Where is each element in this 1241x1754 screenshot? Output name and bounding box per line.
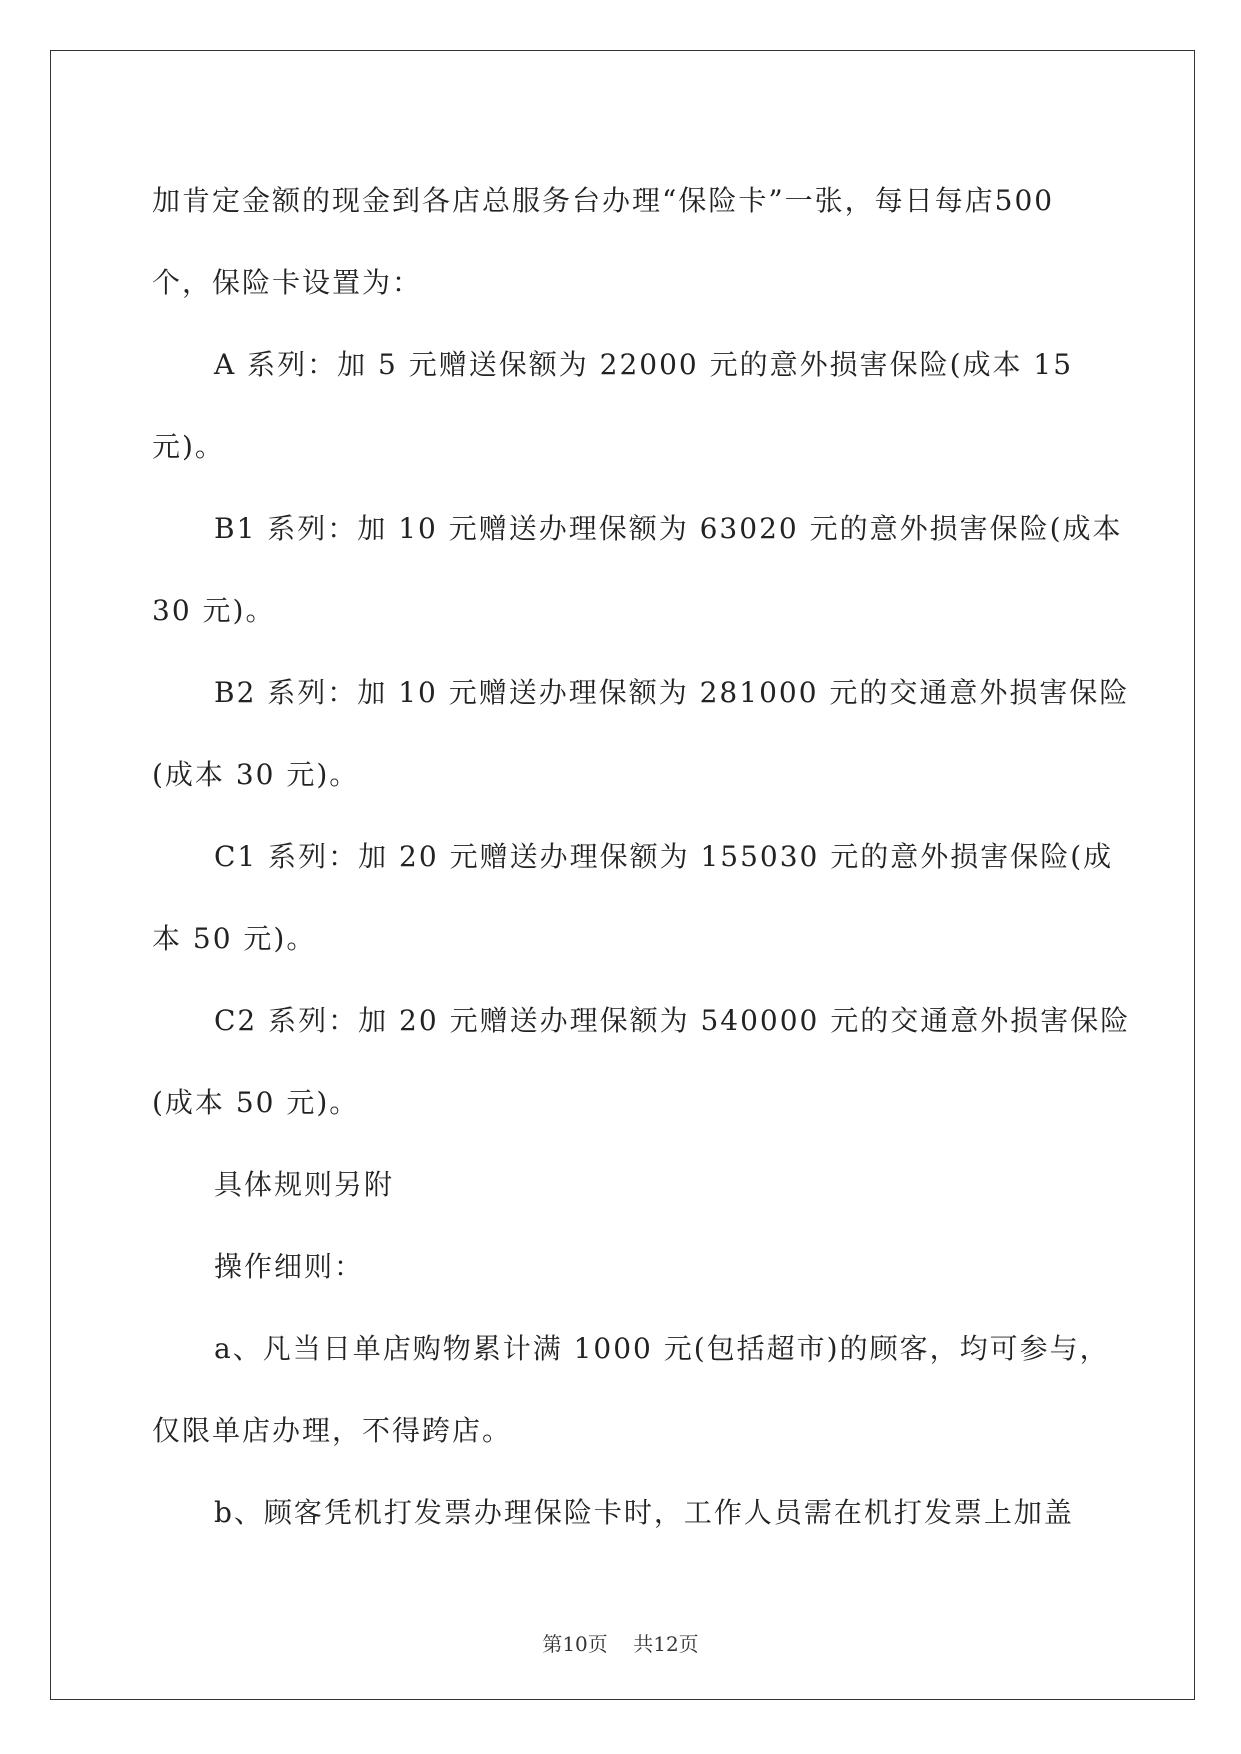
- text-line: A 系列：加 5 元赠送保额为 22000 元的意外损害保险(成本 15: [214, 348, 1074, 381]
- text-line: 加肯定金额的现金到各店总服务台办理“保险卡”一张，每日每店500: [152, 184, 1055, 217]
- text-line: 具体规则另附: [214, 1168, 395, 1201]
- page-total: 共12页: [633, 1632, 699, 1656]
- text-line: C2 系列：加 20 元赠送办理保额为 540000 元的交通意外损害保险: [214, 1004, 1131, 1037]
- document-body: [152, 160, 1131, 1554]
- text-line: 元)。: [152, 430, 225, 463]
- text-line: B1 系列：加 10 元赠送办理保额为 63020 元的意外损害保险(成本: [214, 512, 1123, 545]
- text-line: B2 系列：加 10 元赠送办理保额为 281000 元的交通意外损害保险: [214, 676, 1130, 709]
- text-line: 30 元)。: [152, 594, 276, 627]
- text-line: b、顾客凭机打发票办理保险卡时，工作人员需在机打发票上加盖: [214, 1496, 1074, 1529]
- text-line: C1 系列：加 20 元赠送办理保额为 155030 元的意外损害保险(成: [214, 840, 1114, 873]
- page-number: 第10页: [542, 1632, 608, 1656]
- text-line: 操作细则：: [214, 1250, 365, 1283]
- text-line: a、凡当日单店购物累计满 1000 元(包括超市)的顾客，均可参与，: [214, 1332, 1110, 1365]
- text-line: (成本 30 元)。: [152, 758, 360, 791]
- text-line: 个，保险卡设置为：: [152, 266, 423, 299]
- text-line: 本 50 元)。: [152, 922, 317, 955]
- text-line: 仅限单店办理，不得跨店。: [152, 1414, 513, 1447]
- page-footer: [0, 1628, 1241, 1657]
- text-line: (成本 50 元)。: [152, 1086, 360, 1119]
